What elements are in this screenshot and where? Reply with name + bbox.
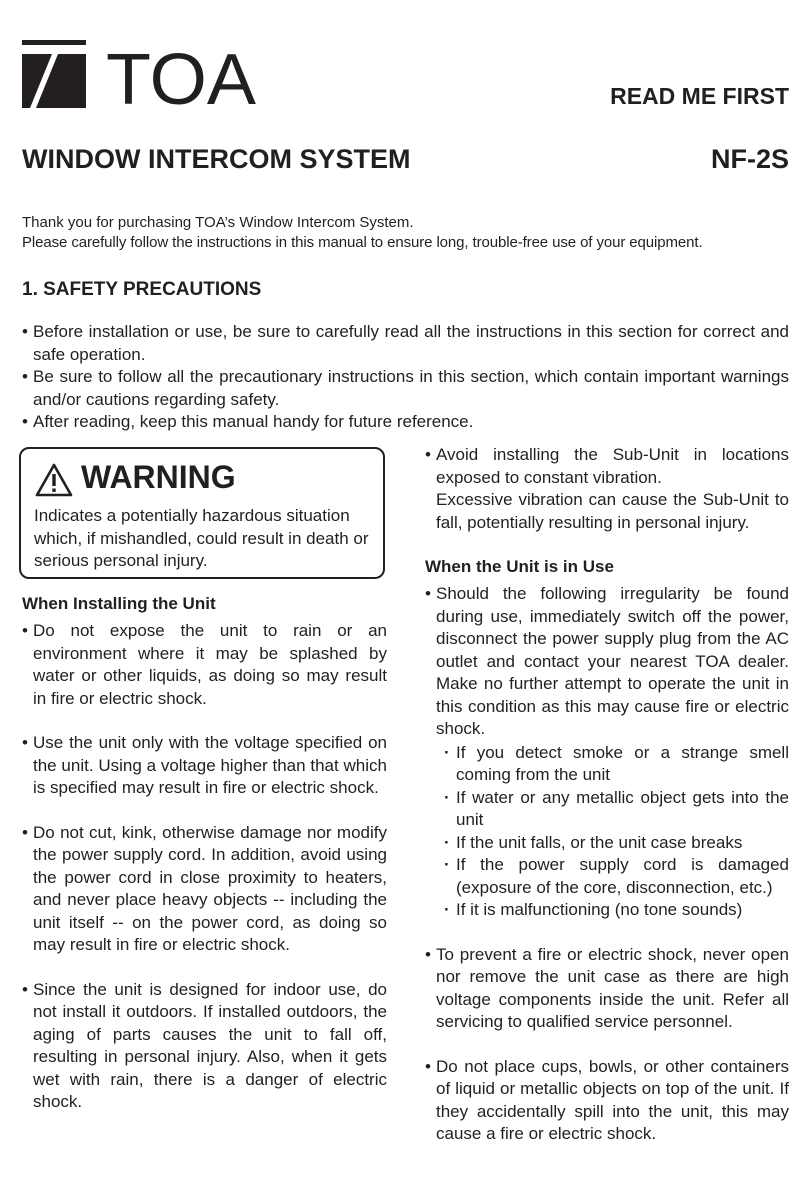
precaution-item: • After reading, keep this manual handy for future reference. — [22, 411, 789, 434]
precaution-item: • Before installation or use, be sure to carefully read all the instructions in this section for correct and safe operation. — [22, 321, 789, 366]
irregularity-item: · If the power supply cord is damaged (exposure of the core, disconnection, etc.) — [436, 854, 789, 899]
installing-continued — [425, 444, 789, 534]
installing-item: • Since the unit is designed for indoor use, do not install it outdoors. If installed outdoors, the aging of parts causes the unit to fall off, resulting in personal injury. Also, when it gets wet with rain, there is a danger of electric shock. — [22, 979, 387, 1114]
irregularity-item: · If the unit falls, or the unit case breaks — [436, 832, 789, 855]
read-me-first-label: READ ME FIRST — [610, 83, 789, 109]
installing-note: Excessive vibration can cause the Sub-Unit to fall, potentially resulting in personal injury. — [436, 490, 789, 532]
irregularity-item: · If water or any metallic object gets into the unit — [436, 787, 789, 832]
precaution-item: • Be sure to follow all the precautionary instructions in this section, which contain important warnings and/or cautions regarding safety. — [22, 366, 789, 411]
intro-line-1: Thank you for purchasing TOA’s Window Intercom System. — [22, 214, 414, 231]
warning-text: Indicates a potentially hazardous situation which, if mishandled, could result in death or serious personal injury. — [34, 506, 369, 570]
warning-triangle-icon — [35, 463, 73, 497]
warning-box — [19, 447, 385, 579]
installing-item: • Use the unit only with the voltage specified on the unit. Using a voltage higher than that which is specified may result in fire or electric shock. — [22, 732, 387, 800]
logo-text: TOA — [106, 40, 256, 110]
irregularity-item: · If you detect smoke or a strange smell coming from the unit — [436, 742, 789, 787]
precautions-list — [22, 321, 789, 434]
in-use-item: • To prevent a fire or electric shock, never open nor remove the unit case as there are high voltage components inside the unit. Refer all servicing to qualified service personnel. — [425, 944, 789, 1034]
in-use-heading: When the Unit is in Use — [425, 557, 614, 576]
installing-item: • Do not cut, kink, otherwise damage nor modify the power supply cord. In addition, avoid using the power cord in close proximity to heaters, and never place heavy objects -- including the unit itself -- on the power cord, as doing so may result in fire or electric shock. — [22, 822, 387, 957]
installing-list — [22, 620, 387, 1136]
in-use-list — [425, 583, 789, 1168]
irregularity-item: · If it is malfunctioning (no tone sounds) — [436, 899, 789, 922]
in-use-item — [425, 583, 789, 922]
section-heading: 1. SAFETY PRECAUTIONS — [22, 279, 262, 300]
installing-item: • Do not expose the unit to rain or an environment where it may be splashed by water or other liquids, as doing so may result in fire or electric shock. — [22, 620, 387, 710]
installing-heading: When Installing the Unit — [22, 594, 216, 613]
warning-title: WARNING — [81, 459, 236, 495]
intro-line-2: Please carefully follow the instructions in this manual to ensure long, trouble-free use of your equipment. — [22, 234, 703, 251]
toa-logo — [22, 40, 262, 110]
product-title: WINDOW INTERCOM SYSTEM — [22, 144, 411, 174]
in-use-item-text: • Should the following irregularity be found during use, immediately switch off the power, disconnect the power supply plug from the AC outlet and contact your nearest TOA dealer. Make no further attempt to operate the unit in this condition as this may cause fire or electric shock. — [436, 584, 789, 738]
model-number: NF-2S — [710, 144, 789, 174]
irregularity-list — [436, 742, 789, 922]
in-use-item: • Do not place cups, bowls, or other containers of liquid or metallic objects on top of the unit. If they accidentally spill into the unit, this may cause a fire or electric shock. — [425, 1056, 789, 1146]
installing-item: • Avoid installing the Sub-Unit in locations exposed to constant vibration. — [425, 444, 789, 489]
